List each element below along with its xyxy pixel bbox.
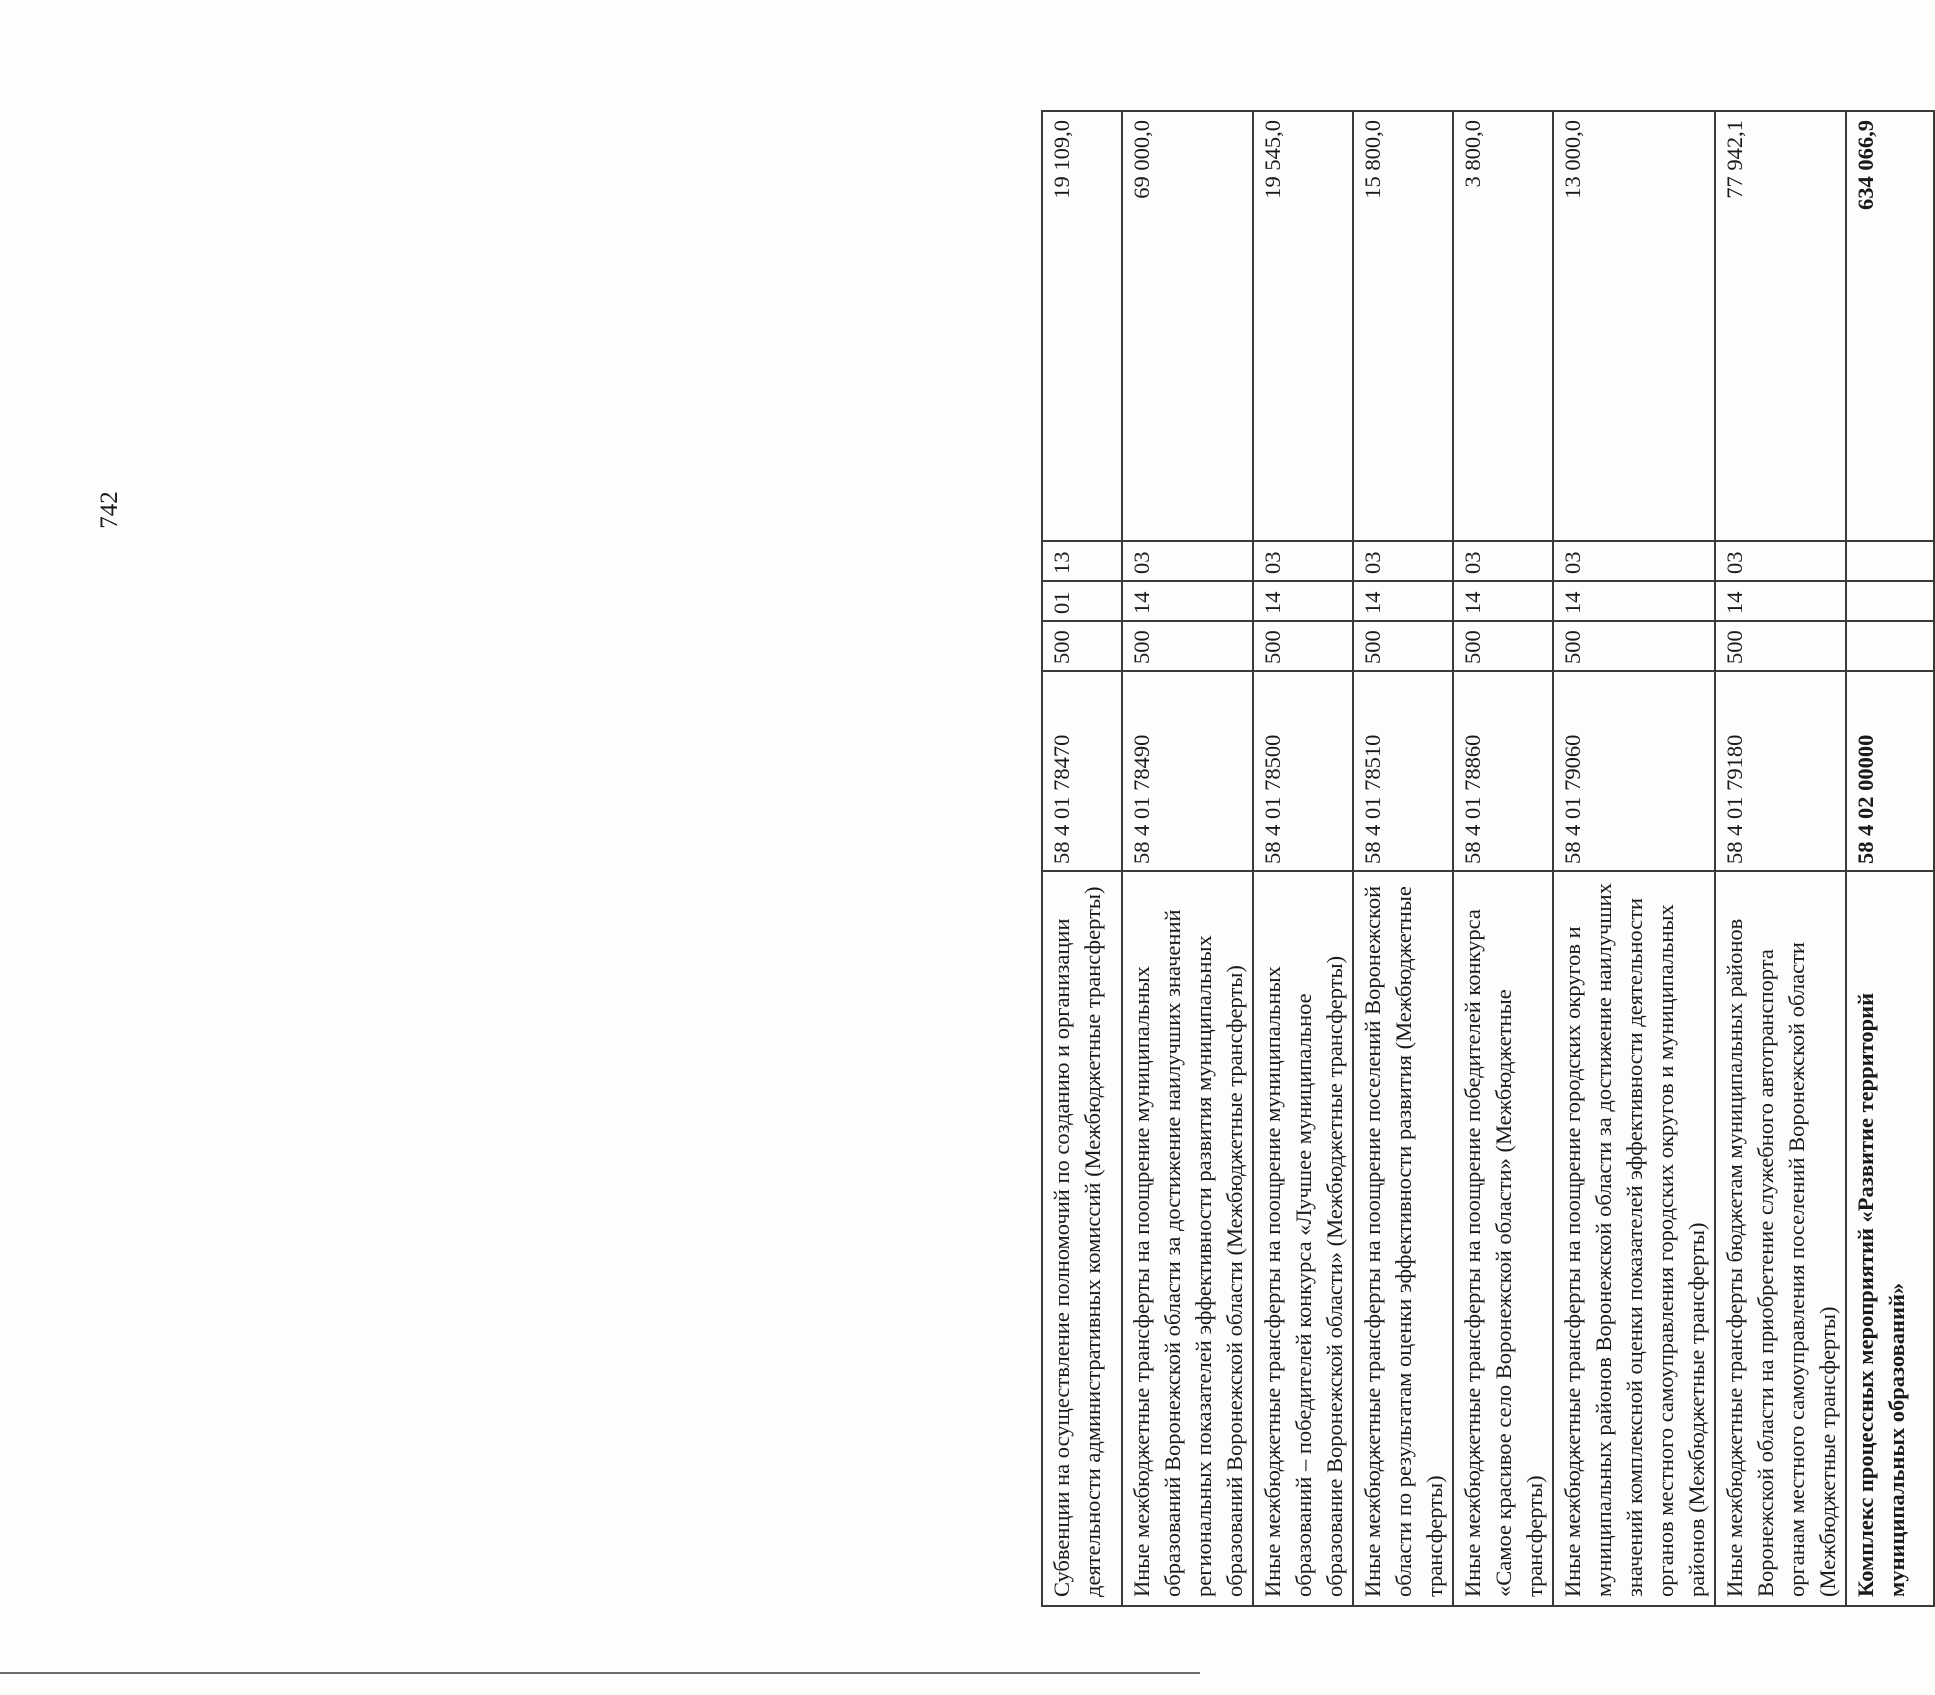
row-rz: 14 <box>1453 581 1553 621</box>
row-rz: 14 <box>1253 581 1353 621</box>
row-name: Иные межбюджетные трансферты на поощрение муниципальных образований – победителей конкурса «Лучшее муниципальное образование Воронежской области» (Межбюджетные трансферты) <box>1253 871 1353 1606</box>
table-row <box>1353 111 1453 1606</box>
row-code: 58 4 01 78490 <box>1122 671 1253 871</box>
table-row <box>1453 111 1553 1606</box>
row-amount: 3 800,0 <box>1453 111 1553 541</box>
row-pr: 03 <box>1122 541 1253 581</box>
row-amount: 13 000,0 <box>1553 111 1715 541</box>
row-pr: 03 <box>1553 541 1715 581</box>
table-row <box>1122 111 1253 1606</box>
row-pr: 03 <box>1453 541 1553 581</box>
table-row <box>1715 111 1846 1606</box>
row-code: 58 4 01 78470 <box>1042 671 1122 871</box>
row-vr: 500 <box>1253 621 1353 671</box>
row-pr: 03 <box>1715 541 1846 581</box>
row-name: Иные межбюджетные трансферты бюджетам муниципальных районов Воронежской области на приобретение служебного автотранспорта органам местного самоуправления поселений Воронежской области (Межбюджетные трансферты) <box>1715 871 1846 1606</box>
row-code: 58 4 01 79180 <box>1715 671 1846 871</box>
row-name: Иные межбюджетные трансферты на поощрение городских округов и муниципальных районов Воронежской области за достижение наилучших значений комплексной оценки показателей эффективности деятельности органов местного самоуправления городских округов и муниципальных районов (Межбюджетные трансферты) <box>1553 871 1715 1606</box>
row-name: Иные межбюджетные трансферты на поощрение победителей конкурса «Самое красивое село Воронежской области» (Межбюджетные трансферты) <box>1453 871 1553 1606</box>
table-row <box>1042 111 1122 1606</box>
total-name: Комплекс процессных мероприятий «Развитие территорий муниципальных образований» <box>1846 871 1934 1606</box>
table-row <box>1553 111 1715 1606</box>
total-amount: 634 066,9 <box>1846 111 1934 541</box>
row-code: 58 4 01 79060 <box>1553 671 1715 871</box>
row-pr: 13 <box>1042 541 1122 581</box>
row-rz: 01 <box>1042 581 1122 621</box>
page-number: 742 <box>96 491 123 529</box>
row-name: Иные межбюджетные трансферты на поощрение поселений Воронежской области по результатам оценки эффективности развития (Межбюджетные трансферты) <box>1353 871 1453 1606</box>
total-pr <box>1846 541 1934 581</box>
row-rz: 14 <box>1553 581 1715 621</box>
row-vr: 500 <box>1553 621 1715 671</box>
table-row <box>1253 111 1353 1606</box>
row-rz: 14 <box>1715 581 1846 621</box>
row-amount: 19 545,0 <box>1253 111 1353 541</box>
budget-table <box>1041 110 1935 1607</box>
row-rz: 14 <box>1353 581 1453 621</box>
bottom-rule <box>0 1672 1200 1674</box>
row-vr: 500 <box>1042 621 1122 671</box>
total-code: 58 4 02 00000 <box>1846 671 1934 871</box>
row-amount: 19 109,0 <box>1042 111 1122 541</box>
row-amount: 15 800,0 <box>1353 111 1453 541</box>
row-vr: 500 <box>1453 621 1553 671</box>
row-code: 58 4 01 78860 <box>1453 671 1553 871</box>
row-amount: 69 000,0 <box>1122 111 1253 541</box>
row-name: Иные межбюджетные трансферты на поощрение муниципальных образований Воронежской области за достижение наилучших значений региональных показателей эффективности развития муниципальных образований Воронежской области (Межбюджетные трансферты) <box>1122 871 1253 1606</box>
row-pr: 03 <box>1353 541 1453 581</box>
row-code: 58 4 01 78500 <box>1253 671 1353 871</box>
row-code: 58 4 01 78510 <box>1353 671 1453 871</box>
row-vr: 500 <box>1122 621 1253 671</box>
row-name: Субвенции на осуществление полномочий по созданию и организации деятельности административных комиссий (Межбюджетные трансферты) <box>1042 871 1122 1606</box>
total-vr <box>1846 621 1934 671</box>
row-amount: 77 942,1 <box>1715 111 1846 541</box>
row-vr: 500 <box>1715 621 1846 671</box>
row-vr: 500 <box>1353 621 1453 671</box>
row-pr: 03 <box>1253 541 1353 581</box>
row-rz: 14 <box>1122 581 1253 621</box>
total-rz <box>1846 581 1934 621</box>
table-row-total <box>1846 111 1934 1606</box>
